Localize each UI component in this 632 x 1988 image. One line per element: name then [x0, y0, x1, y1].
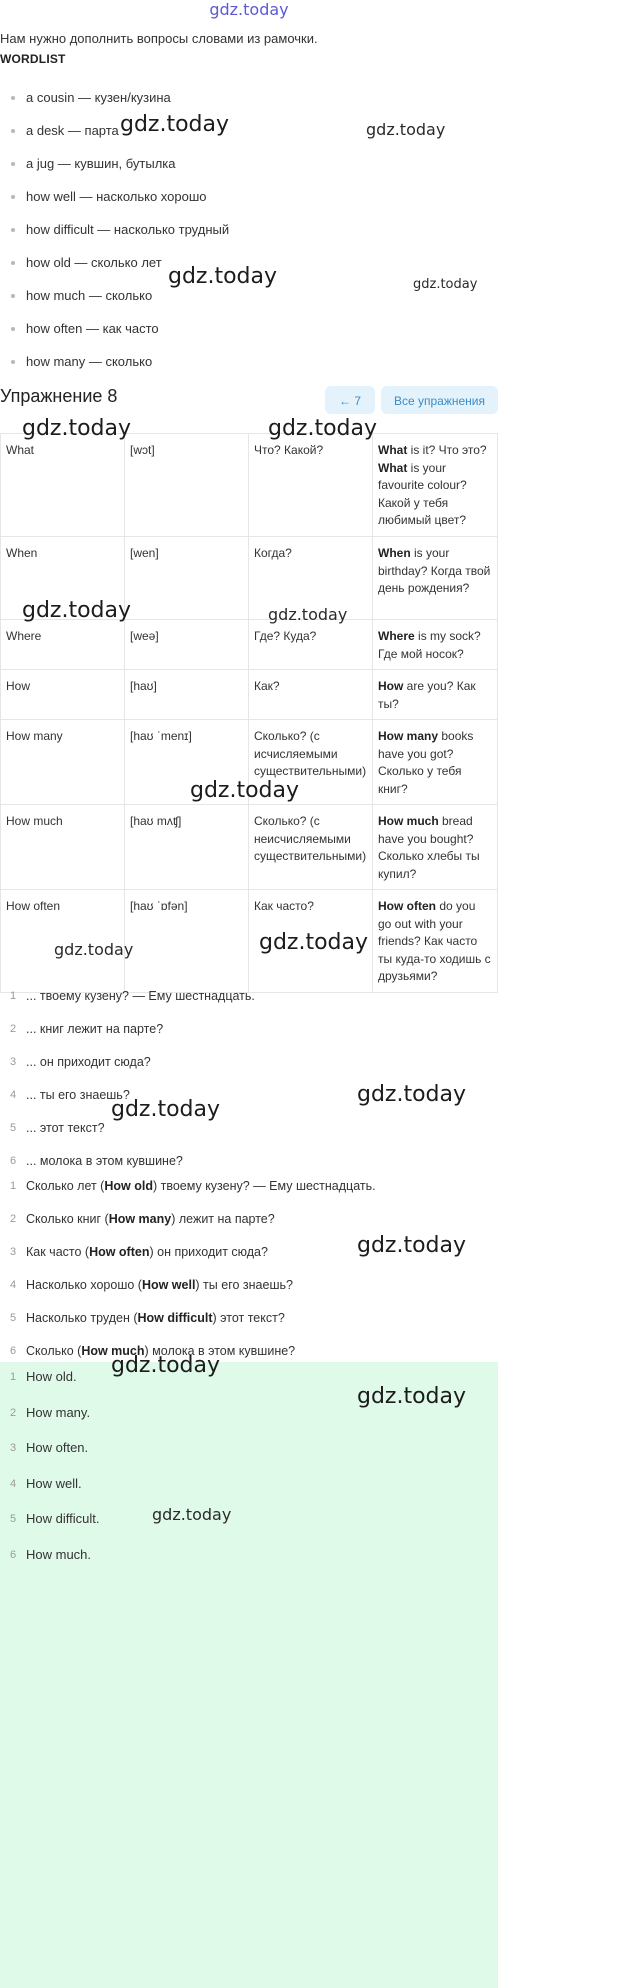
answer-keyword: How many [108, 1212, 172, 1226]
word-cell: How many [1, 720, 125, 805]
list-item [0, 1176, 376, 1209]
wordlist-item: how many — сколько [0, 350, 229, 383]
example-text: do you go out with your friends? Как часто ты куда-то ходишь с друзьями? [378, 899, 491, 983]
example-keyword: How [378, 679, 404, 693]
item-text: ) лежит на парте? [171, 1212, 275, 1226]
item-number: 6 [10, 1548, 17, 1561]
item-number: 4 [10, 1477, 17, 1490]
transcription-cell: [haʊ mʌʧ] [125, 805, 249, 890]
example-text: is your favourite colour? Какой у тебя любимый цвет? [378, 460, 467, 527]
list-item [0, 1437, 99, 1473]
word-cell: How often [1, 890, 125, 993]
translation-cell: Сколько? (с неисчисляемыми существительными) [249, 805, 373, 890]
example-cell [373, 890, 498, 993]
list-item [0, 1209, 376, 1242]
item-text: ... ты его знаешь? [26, 1088, 130, 1102]
example-cell [373, 720, 498, 805]
item-text: ) этот текст? [212, 1311, 285, 1325]
item-text: Насколько труден ( [26, 1311, 138, 1325]
list-item [0, 1508, 99, 1544]
example-keyword: How much [378, 814, 439, 828]
watermark: gdz.today [111, 1353, 221, 1378]
example-keyword: What [378, 460, 408, 475]
item-text: How many. [26, 1404, 91, 1420]
answer-keyword: How old [104, 1179, 153, 1193]
answer-keyword: How well [141, 1278, 196, 1292]
item-text: Сколько лет ( [26, 1179, 105, 1193]
item-number: 1 [10, 1180, 17, 1192]
example-keyword: How many [378, 729, 439, 743]
item-text: How old. [26, 1369, 77, 1384]
transcription-cell: [haʊ] [125, 670, 249, 720]
list-item [0, 1242, 376, 1275]
watermark: gdz.today [111, 1097, 221, 1122]
example-text: is it? Что это? [407, 443, 487, 457]
word-cell: Where [1, 620, 125, 670]
watermark: gdz.today [190, 778, 300, 803]
watermark: gdz.today [357, 1384, 467, 1409]
translation-cell: Как? [249, 670, 373, 720]
item-text: ) ты его знаешь? [195, 1278, 293, 1292]
list-item [0, 1275, 376, 1308]
table-row [1, 670, 498, 720]
translation-cell: Что? Какой? [249, 434, 373, 537]
example-cell [373, 434, 498, 537]
word-cell: When [1, 537, 125, 620]
item-text: ) молока в этом кувшине? [144, 1344, 296, 1358]
watermark: gdz.today [22, 416, 132, 441]
answer-keyword: How difficult [137, 1311, 213, 1325]
item-text: How often. [26, 1440, 89, 1455]
translation-cell: Как часто? [249, 890, 373, 993]
item-text: ... этот текст? [26, 1121, 105, 1135]
answer-keyword: How often [89, 1245, 150, 1259]
example-cell [373, 620, 498, 670]
list-item [0, 1473, 99, 1509]
list-item [0, 1544, 99, 1580]
wordlist-item: how old — сколько лет [0, 251, 229, 284]
item-number: 2 [10, 1213, 17, 1225]
item-number: 1 [10, 990, 17, 1002]
item-text: Сколько ( [26, 1344, 82, 1358]
question-words-table [0, 433, 498, 993]
list-item [0, 1402, 99, 1438]
transcription-cell: [wɔt] [125, 434, 249, 537]
transcription-cell: [wen] [125, 537, 249, 620]
example-text: is your birthday? Когда твой день рождения? [378, 546, 491, 595]
table-row [1, 805, 498, 890]
watermark: gdz.today [413, 277, 478, 292]
task-questions-list [0, 986, 255, 1184]
previous-exercise-button[interactable]: ← 7 [325, 386, 375, 414]
watermark: gdz.today [152, 1505, 232, 1524]
item-number: 3 [10, 1246, 17, 1258]
item-text: ... твоему кузену? — Ему шестнадцать. [26, 989, 255, 1003]
table-row [1, 620, 498, 670]
word-cell: What [1, 434, 125, 537]
item-text: ... молока в этом кувшине? [26, 1154, 183, 1168]
watermark: gdz.today [357, 1082, 467, 1107]
item-text: Как часто ( [26, 1245, 90, 1259]
example-keyword: When [378, 546, 411, 560]
watermark: gdz.today [259, 930, 369, 955]
item-text: ... он приходит сюда? [26, 1055, 151, 1069]
word-cell: How much [1, 805, 125, 890]
example-text: bread have you bought? Сколько хлебы ты купил? [378, 814, 480, 881]
watermark: gdz.today [268, 416, 378, 441]
translation-cell: Сколько? (с исчисляемыми существительными) [249, 720, 373, 805]
list-item [0, 986, 255, 1019]
item-number: 6 [10, 1155, 17, 1167]
item-number: 2 [10, 1023, 17, 1035]
item-number: 4 [10, 1279, 17, 1291]
example-cell [373, 670, 498, 720]
wordlist-heading: WORDLIST [0, 52, 66, 66]
item-text: How well. [26, 1475, 82, 1491]
answer-keyword: How much [81, 1344, 145, 1358]
item-text: How difficult. [26, 1511, 100, 1526]
watermark: gdz.today [168, 264, 278, 289]
wordlist-item: how often — как часто [0, 317, 229, 350]
site-logo[interactable]: gdz.today [209, 0, 289, 19]
example-keyword: Where [378, 629, 415, 643]
all-exercises-button[interactable]: Все упражнения [381, 386, 498, 414]
translation-cell: Где? Куда? [249, 620, 373, 670]
item-text: How much. [26, 1546, 92, 1562]
wordlist-item: how well — насколько хорошо [0, 185, 229, 218]
item-text: Сколько книг ( [26, 1212, 109, 1226]
watermark: gdz.today [22, 598, 132, 623]
example-text: is my sock? Где мой носок? [378, 629, 481, 661]
item-text: ... книг лежит на парте? [26, 1022, 164, 1036]
item-number: 3 [10, 1056, 17, 1068]
watermark: gdz.today [120, 112, 230, 137]
transcription-cell: [weə] [125, 620, 249, 670]
table-row [1, 434, 498, 537]
watermark: gdz.today [366, 120, 446, 139]
solutions-list [0, 1366, 99, 1579]
item-number: 5 [10, 1513, 17, 1525]
example-keyword: How often [378, 899, 436, 913]
example-keyword: What [378, 443, 408, 457]
list-item [0, 1052, 255, 1085]
translation-cell: Когда? [249, 537, 373, 620]
list-item [0, 1118, 255, 1151]
item-text: Насколько хорошо ( [26, 1278, 142, 1292]
wordlist-item: a jug — кувшин, бутылка [0, 152, 229, 185]
wordlist-item: a cousin — кузен/кузина [0, 86, 229, 119]
example-cell [373, 537, 498, 620]
transcription-cell: [haʊ ˈɒfən] [125, 890, 249, 993]
watermark: gdz.today [54, 940, 134, 959]
item-text: ) твоему кузену? — Ему шестнадцать. [152, 1179, 376, 1193]
item-number: 5 [10, 1122, 17, 1134]
list-item [0, 1366, 99, 1402]
word-cell: How [1, 670, 125, 720]
translated-answers-list [0, 1176, 376, 1374]
exercise-title: Упражнение 8 [0, 386, 118, 406]
watermark: gdz.today [268, 605, 348, 624]
item-number: 6 [10, 1345, 17, 1357]
item-number: 3 [10, 1442, 17, 1454]
example-cell [373, 805, 498, 890]
list-item [0, 1019, 255, 1052]
list-item [0, 1308, 376, 1341]
transcription-cell: [haʊ ˈmenɪ] [125, 720, 249, 805]
intro-text: Нам нужно дополнить вопросы словами из рамочки. [0, 31, 318, 46]
item-number: 2 [10, 1406, 17, 1419]
wordlist-item: how much — сколько [0, 284, 229, 317]
wordlist-item: a desk — парта [0, 119, 229, 152]
watermark: gdz.today [357, 1233, 467, 1258]
item-number: 5 [10, 1312, 17, 1324]
wordlist-item: how difficult — насколько трудный [0, 218, 229, 251]
example-text: books have you got? Сколько у тебя книг? [378, 729, 474, 796]
item-number: 4 [10, 1089, 17, 1101]
item-text: ) он приходит сюда? [149, 1245, 268, 1259]
example-text: are you? Как ты? [378, 679, 476, 711]
item-number: 1 [10, 1371, 17, 1383]
